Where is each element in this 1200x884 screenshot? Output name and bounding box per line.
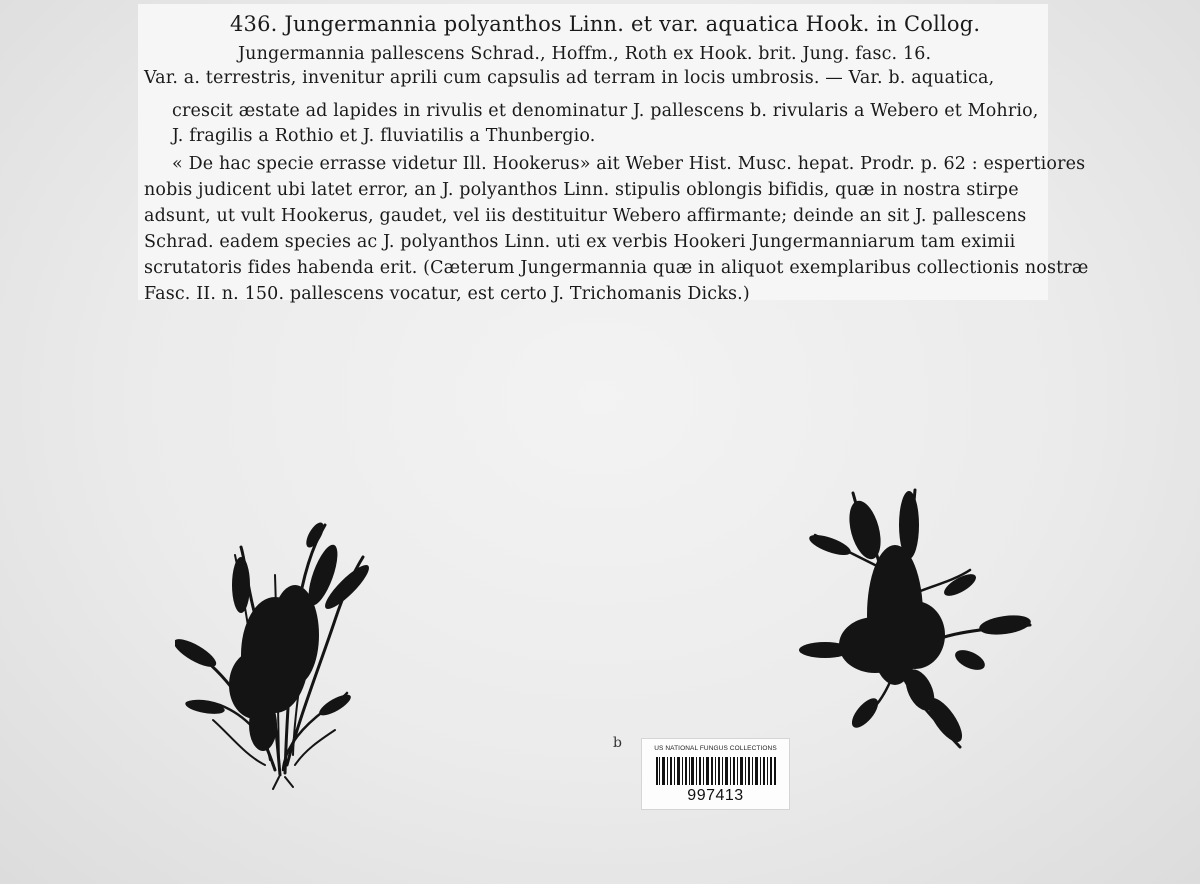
printed-label: [138, 4, 1089, 304]
barcode-institution: US NATIONAL FUNGUS COLLECTIONS: [654, 745, 777, 752]
label-line: adsunt, ut vult Hookerus, gaudet, vel iis destituitur Webero affirmante; deinde an sit J. pallescens: [144, 206, 1027, 226]
label-line: Fasc. II. n. 150. pallescens vocatur, est certo J. Trichomanis Dicks.): [144, 284, 750, 304]
barcode-number: 997413: [687, 787, 744, 804]
moss-specimen-right: [795, 485, 1040, 755]
barcode-label: [641, 738, 790, 810]
label-line: Var. a. terrestris, invenitur aprili cum capsulis ad terram in locis umbrosis. — Var. b. aquatica,: [144, 68, 995, 88]
collection-mark: b: [613, 735, 622, 751]
label-synonym: Jungermannia pallescens Schrad., Hoffm., Roth ex Hook. brit. Jung. fasc. 16.: [238, 44, 932, 64]
moss-specimen-left: [175, 515, 375, 790]
label-line: nobis judicent ubi latet error, an J. polyanthos Linn. stipulis oblongis bifidis, quæ in nostra stirpe: [144, 180, 1019, 200]
barcode-bars: [656, 757, 776, 785]
label-title: 436. Jungermannia polyanthos Linn. et var. aquatica Hook. in Collog.: [230, 12, 981, 36]
label-line: J. fragilis a Rothio et J. fluviatilis a Thunbergio.: [172, 126, 596, 146]
label-line: Schrad. eadem species ac J. polyanthos Linn. uti ex verbis Hookeri Jungermanniarum tam eximii: [144, 232, 1016, 252]
label-line: scrutatoris fides habenda erit. (Cæterum Jungermannia quæ in aliquot exemplaribus collectionis nostræ: [144, 258, 1089, 278]
label-line: crescit æstate ad lapides in rivulis et denominatur J. pallescens b. rivularis a Webero et Mohrio,: [172, 101, 1039, 121]
label-line: « De hac specie errasse videtur Ill. Hookerus» ait Weber Hist. Musc. hepat. Prodr. p. 62 : espertiores: [172, 154, 1086, 174]
